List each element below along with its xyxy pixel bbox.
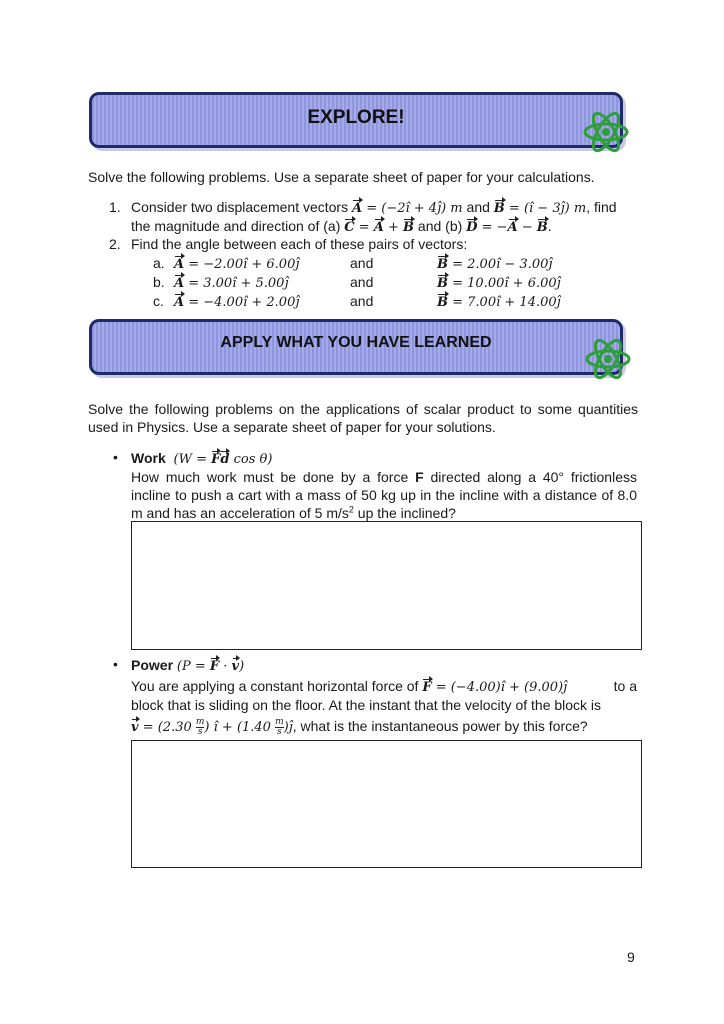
problem-1-number: 1. <box>109 199 121 215</box>
vector-a-value: = −2.00î + 6.00ĵ <box>184 257 300 272</box>
vector-b: B <box>437 257 448 272</box>
vector-f: F <box>211 452 221 467</box>
magnitude-text: the magnitude and direction of (a) <box>131 218 345 234</box>
vector-c: C <box>344 220 355 235</box>
power-line-2: block that is sliding on the floor. At the instant that the velocity of the block is <box>131 697 602 713</box>
problem-2-text: Find the angle between each of these pairs of vectors: <box>131 236 468 252</box>
unit-fraction <box>275 718 284 737</box>
vector-b: B <box>536 220 548 235</box>
power-text-1b: to a <box>613 678 637 694</box>
force-value: = (−4.00)î + (9.00)ĵ <box>431 680 568 695</box>
power-heading-line <box>131 656 244 676</box>
power-question: , what is the instantaneous power by this force? <box>292 718 588 734</box>
apply-intro: Solve the following problems on the applications of scalar product to some quantities used in Physics. Use a separate sheet of paper for your solutions. <box>88 401 638 435</box>
pair-letter: a. <box>153 255 165 271</box>
pair-vector-b <box>437 292 561 312</box>
vector-b: B <box>493 201 505 216</box>
velocity-eq-2: ) î + (1.40 <box>204 720 276 735</box>
pair-vector-a <box>174 273 289 293</box>
apply-banner <box>89 319 623 375</box>
eq-minus: = − <box>477 220 508 235</box>
bullet-icon: • <box>113 656 118 672</box>
bullet-icon: • <box>113 449 118 465</box>
problem-1-line1 <box>131 198 617 218</box>
vector-a: A <box>174 257 185 272</box>
vector-f: F <box>209 659 220 674</box>
work-heading-line <box>131 449 272 469</box>
and-text: and (b) <box>414 218 467 234</box>
atom-icon <box>582 108 630 156</box>
vector-a-value: = −4.00î + 2.00ĵ <box>184 295 300 310</box>
pair-and: and <box>350 274 374 290</box>
work-text-before: How much work must be done by a force <box>131 469 416 485</box>
vector-f: F <box>422 680 432 695</box>
exponent: 2 <box>348 504 354 515</box>
work-answer-box[interactable] <box>131 521 642 650</box>
vector-b: B <box>437 295 448 310</box>
work-formula-open: (W = <box>173 452 212 467</box>
unit-numerator: m <box>195 716 205 727</box>
power-formula-open: (P = <box>176 659 210 674</box>
find-text: , find <box>586 199 617 215</box>
period: . <box>547 218 552 234</box>
pair-vector-a <box>174 254 299 274</box>
pair-vector-a <box>174 292 299 312</box>
pair-and: and <box>350 293 374 309</box>
vector-d: D <box>466 220 478 235</box>
vector-a: A <box>174 276 185 291</box>
problem-2-number: 2. <box>109 236 121 252</box>
pair-vector-b <box>437 273 561 293</box>
work-text-end: up the inclined? <box>353 505 456 521</box>
power-heading: Power <box>131 657 174 673</box>
velocity-eq-3: )ĵ <box>283 720 293 735</box>
pair-vector-b <box>437 254 552 274</box>
page-number: 9 <box>627 949 635 965</box>
vector-v: v <box>131 720 139 735</box>
pair-letter: b. <box>153 274 165 290</box>
vector-a: A <box>507 220 518 235</box>
power-line-1 <box>131 677 637 697</box>
vector-a-value: = (−2î + 4ĵ) m <box>362 201 463 216</box>
vector-b: B <box>403 220 415 235</box>
power-text-1: You are applying a constant horizontal force of <box>131 678 423 694</box>
dot-operator: · <box>219 659 232 674</box>
vector-a-value: = 3.00î + 5.00ĵ <box>184 276 289 291</box>
power-formula-close: ) <box>239 659 245 674</box>
and-text: and <box>462 199 494 215</box>
unit-numerator: m <box>275 716 284 727</box>
force-label: F <box>415 469 424 485</box>
problem-1-text: Consider two displacement vectors <box>131 199 352 215</box>
power-answer-box[interactable] <box>131 740 642 868</box>
vector-b: B <box>437 276 448 291</box>
atom-icon <box>584 335 632 383</box>
vector-b-value: = (î − 3ĵ) m <box>504 201 587 216</box>
unit-denominator: s <box>197 726 203 737</box>
plus-sign: + <box>383 220 404 235</box>
minus-sign: − <box>517 220 537 235</box>
work-text-after: directed along a 40° frictionless incline to push a cart with a mass of 50 kg up in the incline with a distance of 8.0 m and has an acceleration of 5 m/s <box>131 469 637 521</box>
vector-b-value: = 10.00î + 6.00ĵ <box>448 276 561 291</box>
vector-d: d <box>220 452 230 467</box>
vector-a: A <box>373 220 384 235</box>
explore-intro: Solve the following problems. Use a separate sheet of paper for your calculations. <box>88 169 595 185</box>
power-line-3 <box>131 717 588 737</box>
vector-a: A <box>174 295 185 310</box>
work-heading: Work <box>131 450 166 466</box>
pair-and: and <box>350 255 374 271</box>
work-question <box>131 468 637 522</box>
explore-banner <box>89 92 623 148</box>
unit-denominator: s <box>277 726 282 737</box>
work-formula-close: cos θ) <box>229 452 273 467</box>
velocity-eq-1: = (2.30 <box>138 720 196 735</box>
problem-1-line2 <box>131 217 552 237</box>
vector-a: A <box>352 201 363 216</box>
apply-title: APPLY WHAT YOU HAVE LEARNED <box>220 334 492 351</box>
pair-letter: c. <box>153 293 164 309</box>
vector-b-value: = 2.00î − 3.00ĵ <box>448 257 553 272</box>
eq-sign: = <box>354 220 374 235</box>
vector-b-value: = 7.00î + 14.00ĵ <box>448 295 561 310</box>
explore-title: EXPLORE! <box>307 107 405 128</box>
vector-v: v <box>231 659 240 674</box>
